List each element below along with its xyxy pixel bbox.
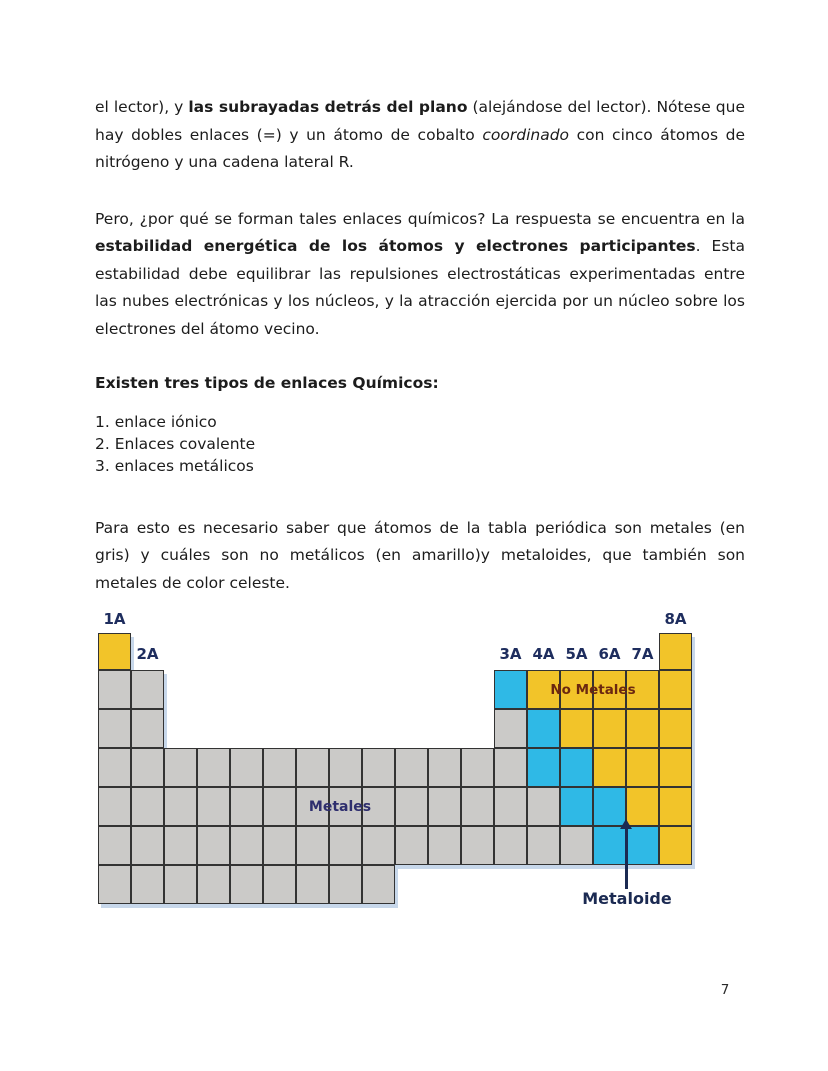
element-cell [263,787,296,826]
element-cell [593,748,626,787]
element-cell [560,709,593,748]
element-cell [131,787,164,826]
element-cell [659,826,692,865]
paragraph-intro-italic: coordinado [482,125,570,144]
element-cell [659,633,692,670]
element-cell [98,865,131,904]
element-cell [494,670,527,709]
list-item: 3. enlaces metálicos [95,456,254,475]
group-label-6a: 6A [598,645,621,663]
group-label-2a: 2A [136,645,159,663]
element-cell [98,633,131,670]
element-cell [593,709,626,748]
group-label-5a: 5A [565,645,588,663]
element-cell [461,748,494,787]
element-cell [296,826,329,865]
text-content [95,94,745,597]
element-cell [626,709,659,748]
element-cell [296,748,329,787]
bond-types-list [95,411,745,477]
element-cell [197,787,230,826]
element-cell [362,826,395,865]
paragraph-intro [95,94,745,177]
element-cell [230,748,263,787]
element-cell [329,865,362,904]
paragraph-intro-text3: con cinco átomos de nitrógeno y una cadena lateral R. [95,125,745,171]
element-cell [98,826,131,865]
nonmetals-region-label: No Metales [550,681,636,698]
element-cell [395,748,428,787]
element-cell [659,748,692,787]
element-cell [494,787,527,826]
element-cell [197,865,230,904]
element-cell [131,670,164,709]
element-cell [263,748,296,787]
element-cell [626,826,659,865]
paragraph-intro-bold: las subrayadas detrás del plano [188,98,468,116]
element-cell [527,787,560,826]
element-cell [131,748,164,787]
paragraph-why-bold: estabilidad energética de los átomos y electrones participantes [95,237,696,255]
element-cell [395,826,428,865]
group-label-8a: 8A [664,610,687,628]
group-label-7a: 7A [631,645,654,663]
element-cell [560,787,593,826]
element-cell [131,709,164,748]
element-cell [659,709,692,748]
element-cell [98,709,131,748]
group-label-1a: 1A [103,610,126,628]
element-cell [362,865,395,904]
element-cell [494,826,527,865]
group-label-3a: 3A [499,645,522,663]
element-cell [560,748,593,787]
element-cell [164,787,197,826]
element-cell [230,865,263,904]
element-cell [527,748,560,787]
element-cell [263,826,296,865]
element-cell [494,748,527,787]
element-cell [659,670,692,709]
element-cell [428,826,461,865]
metalloid-label: Metaloide [582,888,672,908]
element-cell [164,826,197,865]
element-cell [98,748,131,787]
element-cell [230,787,263,826]
list-item: 1. enlace iónico [95,412,217,431]
element-cell [164,865,197,904]
element-cell [527,826,560,865]
element-cell [230,826,263,865]
page-number: 7 [720,982,730,998]
paragraph-intro-text2: (alejándose del lector). Nótese que hay dobles enlaces (=) y un átomo de cobalto [95,98,745,144]
element-cell [527,709,560,748]
metalloid-arrow-line [625,828,628,889]
element-cell [296,865,329,904]
element-cell [395,787,428,826]
element-cell [197,748,230,787]
element-cell [197,826,230,865]
paragraph-intro-text: el lector), y [95,98,189,116]
group-label-4a: 4A [532,645,555,663]
element-cell [131,865,164,904]
element-cell [263,865,296,904]
periodic-table-figure [96,600,746,935]
element-cell [329,748,362,787]
paragraph-table-intro: Para esto es necesario saber que átomos de la tabla periódica son metales (en gris) y cuáles son no metálicos (en amarillo)y metaloides, que también son metales de color celeste. [95,518,745,592]
element-cell [560,826,593,865]
paragraph-why-text2: . Esta estabilidad debe equilibrar las repulsiones electrostáticas experimentadas entre las nubes electrónicas y los núcleos, y la atracción ejercida por un núcleo sobre los electrones del átomo vecino. [95,237,745,338]
list-item: 2. Enlaces covalente [95,434,256,453]
element-cell [428,748,461,787]
element-cell [131,826,164,865]
element-cell [593,826,626,865]
element-cell [362,748,395,787]
element-cell [164,748,197,787]
paragraph-why-bonds [95,206,745,344]
element-cell [329,826,362,865]
section-heading: Existen tres tipos de enlaces Químicos: [95,374,439,392]
paragraph-why-text: Pero, ¿por qué se forman tales enlaces químicos? La respuesta se encuentra en la [95,209,745,228]
element-cell [659,787,692,826]
metals-region-label: Metales [308,798,372,815]
element-cell [461,787,494,826]
element-cell [98,787,131,826]
element-cell [626,748,659,787]
element-cell [494,709,527,748]
element-cell [428,787,461,826]
element-cell [98,670,131,709]
element-cell [461,826,494,865]
